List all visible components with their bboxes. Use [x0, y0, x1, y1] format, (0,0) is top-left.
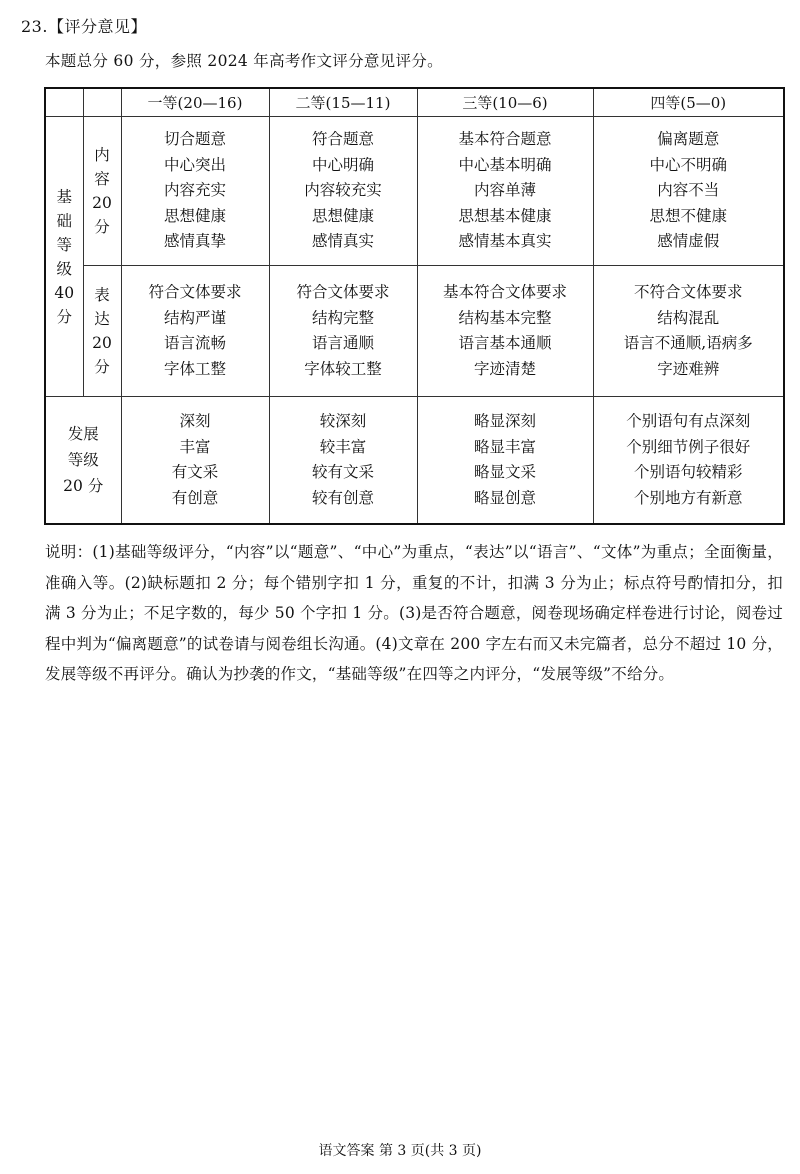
grade-header-2: 二等(15—11): [269, 88, 417, 117]
development-cell-grade1: 深刻 丰富 有文采 有创意: [121, 397, 269, 524]
corner-cell: [45, 88, 83, 117]
content-label: 内 容 20 分: [83, 117, 121, 266]
intro-text: 本题总分 60 分，参照 2024 年高考作文评分意见评分。: [45, 52, 443, 70]
question-heading: 23.【评分意见】: [21, 17, 147, 36]
expression-cell-grade3: 基本符合文体要求 结构基本完整 语言基本通顺 字迹清楚: [417, 266, 593, 397]
expression-label: 表 达 20 分: [83, 266, 121, 397]
expression-row: [45, 266, 784, 397]
content-cell-grade4: 偏离题意 中心不明确 内容不当 思想不健康 感情虚假: [593, 117, 784, 266]
grade-header-row: [45, 88, 784, 117]
content-cell-grade3: 基本符合题意 中心基本明确 内容单薄 思想基本健康 感情基本真实: [417, 117, 593, 266]
content-row: [45, 117, 784, 266]
page-footer: 语文答案 第 3 页(共 3 页): [318, 1143, 482, 1159]
development-cell-grade2: 较深刻 较丰富 较有文采 较有创意: [269, 397, 417, 524]
expression-cell-grade4: 不符合文体要求 结构混乱 语言不通顺,语病多 字迹难辨: [593, 266, 784, 397]
basic-level-label: 基 础 等 级 40 分: [45, 117, 83, 397]
development-row: [45, 397, 784, 524]
grade-header-4: 四等(5—0): [593, 88, 784, 117]
corner-cell-2: [83, 88, 121, 117]
development-cell-grade4: 个别语句有点深刻 个别细节例子很好 个别语句较精彩 个别地方有新意: [593, 397, 784, 524]
notes-paragraph: 说明：(1)基础等级评分，“内容”以“题意”、“中心”为重点，“表达”以“语言”、“文体”为重点；全面衡量，准确入等。(2)缺标题扣 2 分；每个错别字扣 1 分，重复的不计，扣满 3 分为止；标点符号酌情扣分，扣满 3 分为止；不足字数的，每少 50 个字扣 1 分。(3)是否符合题意，阅卷现场确定样卷进行讨论，阅卷过程中判为“偏离题意”的试卷请与阅卷组长沟通。(4)文章在 200 字左右而又未完篇者，总分不超过 10 分，发展等级不再评分。确认为抄袭的作文，“基础等级”在四等之内评分，“发展等级”不给分。: [45, 543, 783, 683]
grade-header-1: 一等(20—16): [121, 88, 269, 117]
expression-cell-grade2: 符合文体要求 结构完整 语言通顺 字体较工整: [269, 266, 417, 397]
content-cell-grade1: 切合题意 中心突出 内容充实 思想健康 感情真挚: [121, 117, 269, 266]
scoring-table: [44, 87, 785, 525]
development-cell-grade3: 略显深刻 略显丰富 略显文采 略显创意: [417, 397, 593, 524]
development-label: 发展 等级 20 分: [45, 397, 121, 524]
content-cell-grade2: 符合题意 中心明确 内容较充实 思想健康 感情真实: [269, 117, 417, 266]
expression-cell-grade1: 符合文体要求 结构严谨 语言流畅 字体工整: [121, 266, 269, 397]
grade-header-3: 三等(10—6): [417, 88, 593, 117]
